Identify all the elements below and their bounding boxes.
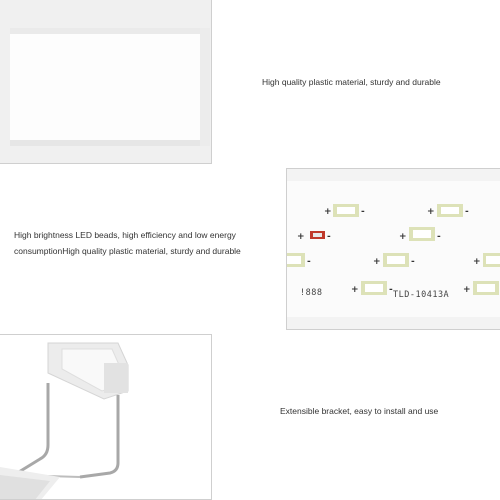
svg-text:+: + [473,257,481,267]
led-board-illustration [287,169,500,330]
svg-text:+: + [297,232,305,242]
svg-text:-: - [411,257,415,267]
plastic-housing-photo [0,0,212,164]
bracket-photo [0,334,212,500]
svg-text:+: + [463,285,471,295]
svg-text:-: - [361,207,365,217]
svg-text:+: + [399,232,407,242]
svg-text:+: + [427,207,435,217]
pcb-marking: !888 [300,288,323,298]
svg-text:-: - [465,207,469,217]
svg-text:-: - [327,232,331,242]
caption-plastic-material: High quality plastic material, sturdy and durable [262,77,441,87]
pcb-model-label: TLD-10413A [393,290,450,300]
svg-text:-: - [437,232,441,242]
plastic-housing-illustration [0,0,212,164]
caption-led-beads: High brightness LED beads, high efficiency and low energy consumptionHigh quality plastic material, sturdy and durable [14,230,241,256]
svg-text:-: - [307,257,311,267]
led-board-photo [286,168,500,330]
svg-text:+: + [324,207,332,217]
caption-extensible-bracket: Extensible bracket, easy to install and use [280,406,439,416]
svg-text:+: + [351,285,359,295]
bracket-illustration [0,335,212,500]
svg-text:+: + [373,257,381,267]
svg-text:-: - [389,285,393,295]
